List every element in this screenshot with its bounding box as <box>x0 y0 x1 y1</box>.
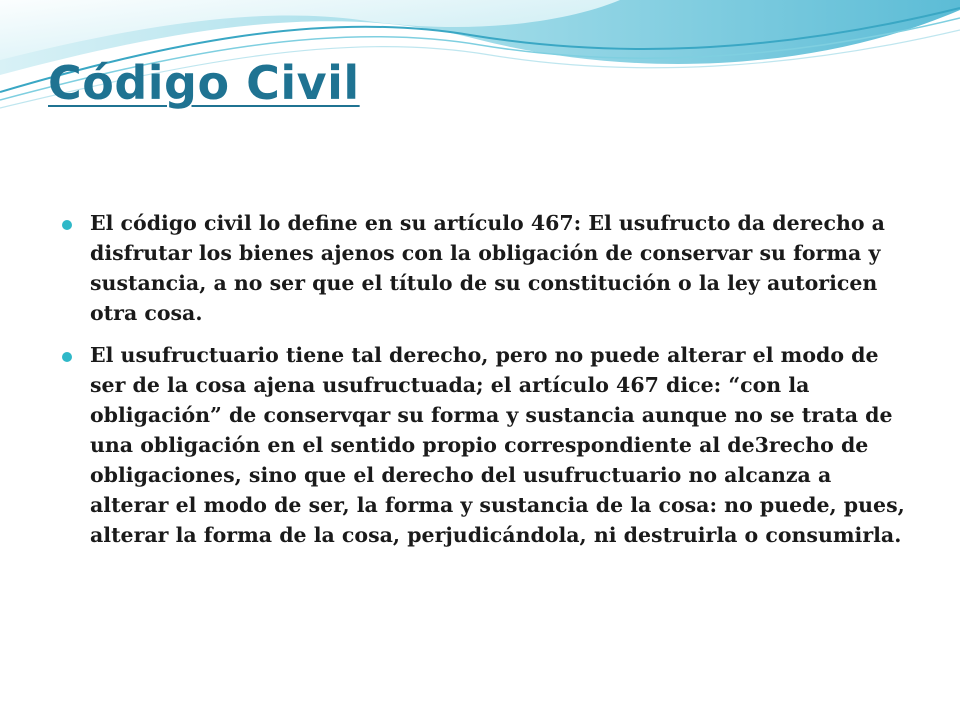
bullet-item-1 <box>62 208 912 328</box>
bullet-dot-icon <box>62 220 72 230</box>
slide-title: Código Civil <box>48 56 360 110</box>
bullet-list <box>62 208 912 562</box>
bullet-dot-icon <box>62 352 72 362</box>
bullet-item-2 <box>62 340 912 550</box>
bullet-text-2: El usufructuario tiene tal derecho, pero no puede alterar el modo de ser de la cosa ajena usufructuada; el artículo 467 dice: “con la obligación” de conservqar su forma y sustancia aunque no se trata de una obligación en el sentido propio correspondiente al de3recho de obligaciones, sino que el derecho del usufructuario no alcanza a alterar el modo de ser, la forma y sustancia de la cosa: no puede, pues, alterar la forma de la cosa, perjudicándola, ni destruirla o consumirla. <box>90 343 905 547</box>
bullet-text-1: El código civil lo define en su artículo 467: El usufructo da derecho a disfrutar los bienes ajenos con la obligación de conservar su forma y sustancia, a no ser que el título de su constitución o la ley autoricen otra cosa. <box>90 211 885 325</box>
